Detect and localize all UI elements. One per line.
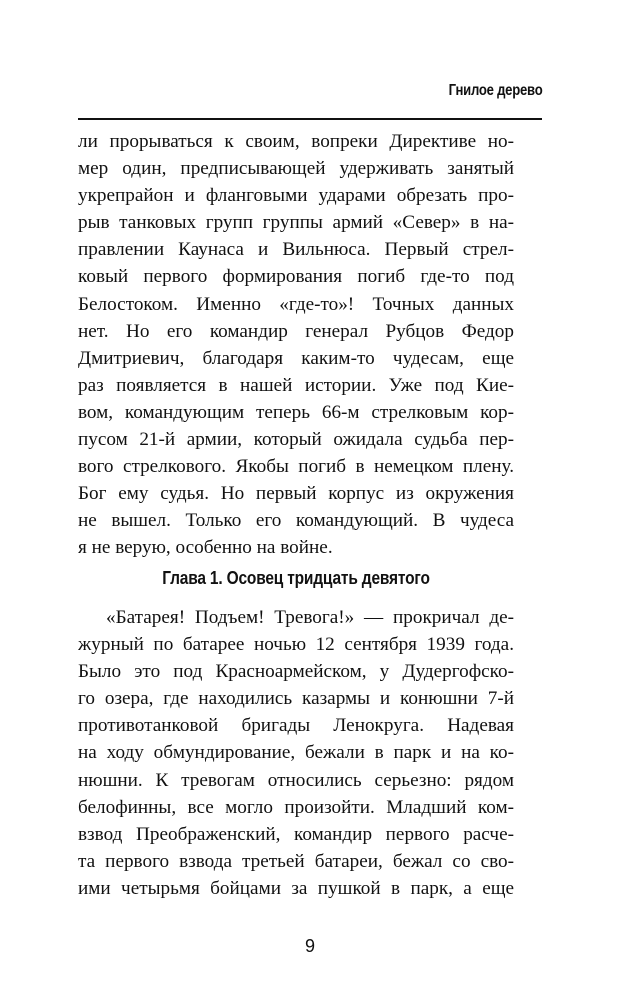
text-line: нет. Но его командир генерал Рубцов Федор [78,320,514,342]
text-line: взвод Преображенский, командир первого расче- [78,823,514,845]
text-line: на ходу обмундирование, бежали в парк и на ко- [78,742,514,764]
text-line: вом, командующим теперь 66-м стрелковым кор- [78,401,514,423]
page-number: 9 [304,936,315,956]
text-line: я не верую, особенно на войне. [78,537,333,559]
text-line: не вышел. Только его командующий. В чудеса [78,510,514,532]
text-line: вого стрелкового. Якобы погиб в немецком плену. [78,456,514,478]
text-line: раз появляется в нашей истории. Уже под Кие- [78,374,514,396]
body-text-top [78,128,514,562]
text-line: журный по батарее ночью 12 сентября 1939 года. [78,634,514,656]
text-line: пусом 21-й армии, который ожидала судьба пер- [78,429,514,451]
text-line: правлении Каунаса и Вильнюса. Первый стрел- [78,239,514,261]
text-line: го озера, где находились казармы и конюшни 7-й [78,688,514,710]
text-line: нюшни. К тревогам относились серьезно: рядом [78,769,514,791]
text-line: противотанковой бригады Ленокруга. Надевая [78,715,514,737]
text-line: мер один, предписывающей удерживать занятый [78,158,514,180]
text-line: ковый первого формирования погиб где-то под [78,266,514,288]
paragraph-chapter-opening [78,604,514,902]
chapter-heading: Глава 1. Осовец тридцать девятого [162,568,430,588]
text-line: рыв танковых групп группы армий «Север» в на- [78,212,514,234]
text-line: ими четырьмя бойцами за пушкой в парк, а еще [78,877,514,899]
body-text-chapter [78,604,514,902]
text-line: Дмитриевич, благодаря каким-то чудесам, еще [78,347,514,369]
text-line: Белостоком. Именно «где-то»! Точных данных [78,293,514,315]
text-line: Бог ему судья. Но первый корпус из окружения [78,483,514,505]
text-line: та первого взвода третьей батареи, бежал со сво- [78,850,514,872]
running-header [78,78,542,120]
running-title: Гнилое дерево [448,82,542,99]
text-line: ли прорываться к своим, вопреки Директиве но- [78,131,514,152]
text-line: укрепрайон и фланговыми ударами обрезать про- [78,185,514,207]
text-line: «Батарея! Подъем! Тревога!» — прокричал де- [106,607,514,628]
text-line: Было это под Красноармейском, у Дудергофско- [78,661,514,683]
paragraph-continuation [78,128,514,562]
text-line: белофинны, все могло произойти. Младший ком- [78,796,514,818]
